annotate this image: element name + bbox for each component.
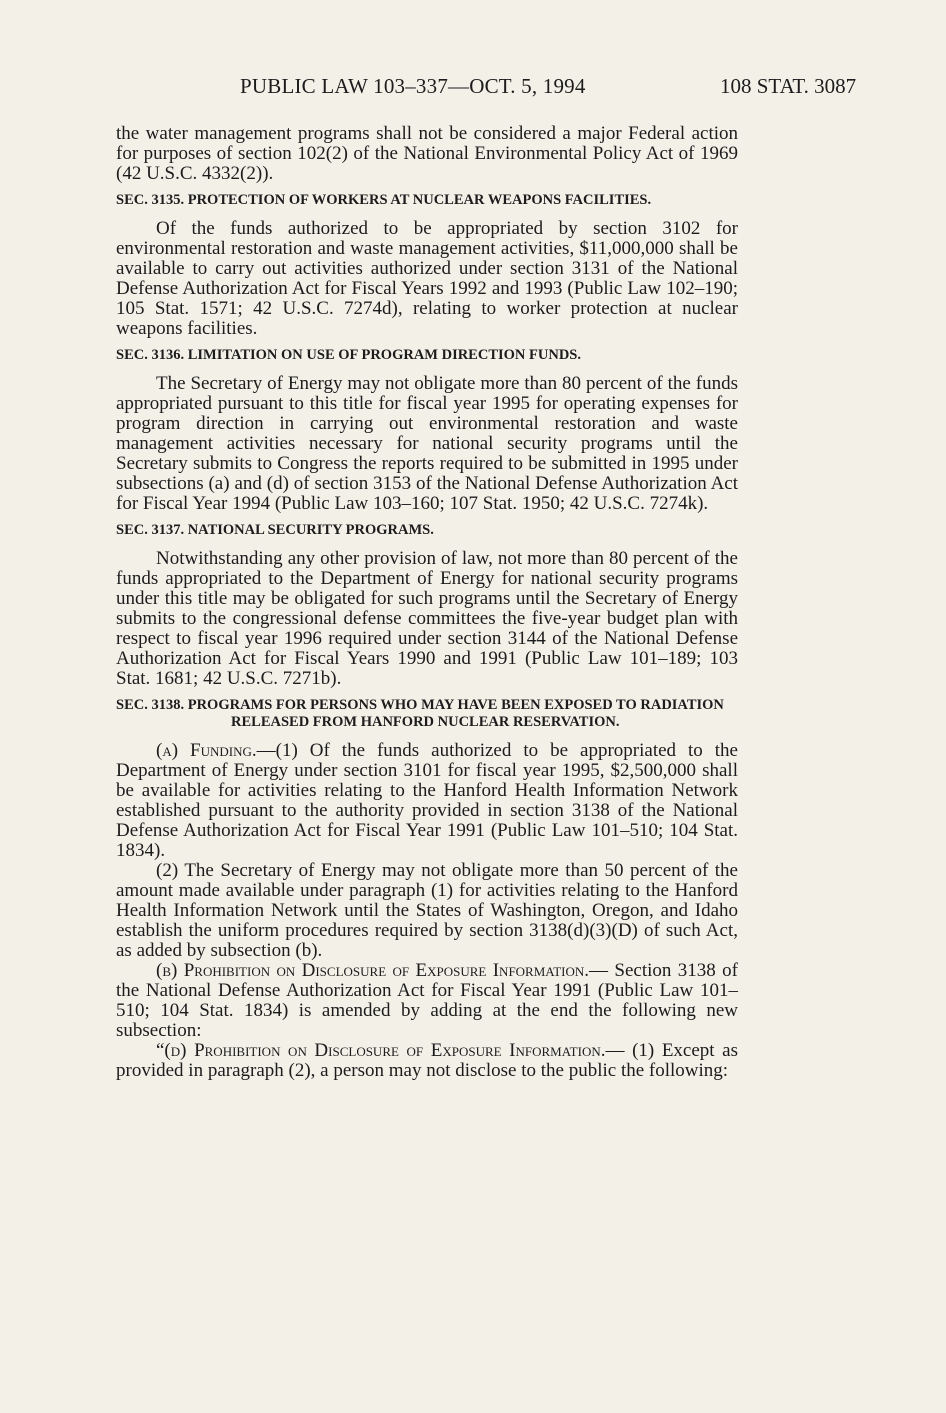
intro-paragraph: the water management programs shall not be considered a major Federal action for purposes of section 102(2) of the National Environmental Policy Act of 1969 (42 U.S.C. 4332(2)). xyxy=(116,123,738,184)
running-header-title: PUBLIC LAW 103–337—OCT. 5, 1994 xyxy=(240,74,586,98)
running-header-stat-page: 108 STAT. 3087 xyxy=(720,74,857,98)
section-3136-text: The Secretary of Energy may not obligate more than 80 percent of the funds appropriated pursuant to this title for fiscal year 1995 for operating expenses for program direction in carrying out environmental restoration and waste management activities necessary for national security programs until the Secretary submits to Congress the reports required to be submitted in 1995 under subsections (a) and (d) of section 3153 of the National Defense Authorization Act for Fiscal Year 1994 (Public Law 103–160; 107 Stat. 1950; 42 U.S.C. 7274k). xyxy=(116,373,738,514)
section-3138-b-label: (b) Prohibition on Disclosure of Exposure Information.— xyxy=(156,960,609,981)
section-3138-a-label: (a) Funding.— xyxy=(156,740,276,761)
section-3135-text: Of the funds authorized to be appropriated by section 3102 for environmental restoration and waste management activities, $11,000,000 shall be available to carry out activities authorized under section 3131 of the National Defense Authorization Act for Fiscal Years 1992 and 1993 (Public Law 102–190; 105 Stat. 1571; 42 U.S.C. 7274d), relating to worker protection at nuclear weapons facilities. xyxy=(116,218,738,339)
section-3136-heading: SEC. 3136. LIMITATION ON USE OF PROGRAM DIRECTION FUNDS. xyxy=(116,347,581,363)
section-3135-heading: SEC. 3135. PROTECTION OF WORKERS AT NUCLEAR WEAPONS FACILITIES. xyxy=(116,192,652,208)
section-3138-b-paragraph xyxy=(116,961,738,1041)
section-3138-a2-paragraph: (2) The Secretary of Energy may not obligate more than 50 percent of the amount made available under paragraph (1) for activities relating to the Hanford Health Information Network until the States of Washington, Oregon, and Idaho establish the uniform procedures required by section 3138(d)(3)(D) of such Act, as added by subsection (b). xyxy=(116,860,738,961)
section-3137-text: Notwithstanding any other provision of law, not more than 80 percent of the funds appropriated to the Department of Energy for national security programs under this title may be obligated for such programs until the Secretary of Energy submits to the congressional defense committees the five-year budget plan with respect to fiscal year 1996 required under section 3144 of the National Defense Authorization Act for Fiscal Years 1990 and 1991 (Public Law 101–189; 103 Stat. 1681; 42 U.S.C. 7271b). xyxy=(116,548,738,689)
section-3137-heading: SEC. 3137. NATIONAL SECURITY PROGRAMS. xyxy=(116,522,434,538)
section-3138-d-label: “(d) Prohibition on Disclosure of Exposure Information.— xyxy=(156,1040,625,1061)
document-body xyxy=(116,124,738,1081)
section-3138-d-text: (1) Except as provided in paragraph (2), a person may not disclose to the public the following: xyxy=(116,1040,738,1081)
section-3138-heading: SEC. 3138. PROGRAMS FOR PERSONS WHO MAY HAVE BEEN EXPOSED TO RADIATION RELEASED FROM HANFORD NUCLEAR RESERVATION. xyxy=(116,697,724,730)
section-3138-b-text: Section 3138 of the National Defense Authorization Act for Fiscal Year 1991 (Public Law 101–510; 104 Stat. 1834) is amended by adding at the end the following new subsection: xyxy=(116,960,738,1041)
section-3138-a-paragraph xyxy=(116,741,738,861)
section-3138-d-paragraph xyxy=(116,1041,738,1081)
section-3138-a-text: (1) Of the funds authorized to be appropriated to the Department of Energy under section 3101 for fiscal year 1995, $2,500,000 shall be available for activities relating to the Hanford Health Information Network established pursuant to the authority provided in section 3138 of the National Defense Authorization Act for Fiscal Year 1991 (Public Law 101–510; 104 Stat. 1834). xyxy=(116,740,738,861)
